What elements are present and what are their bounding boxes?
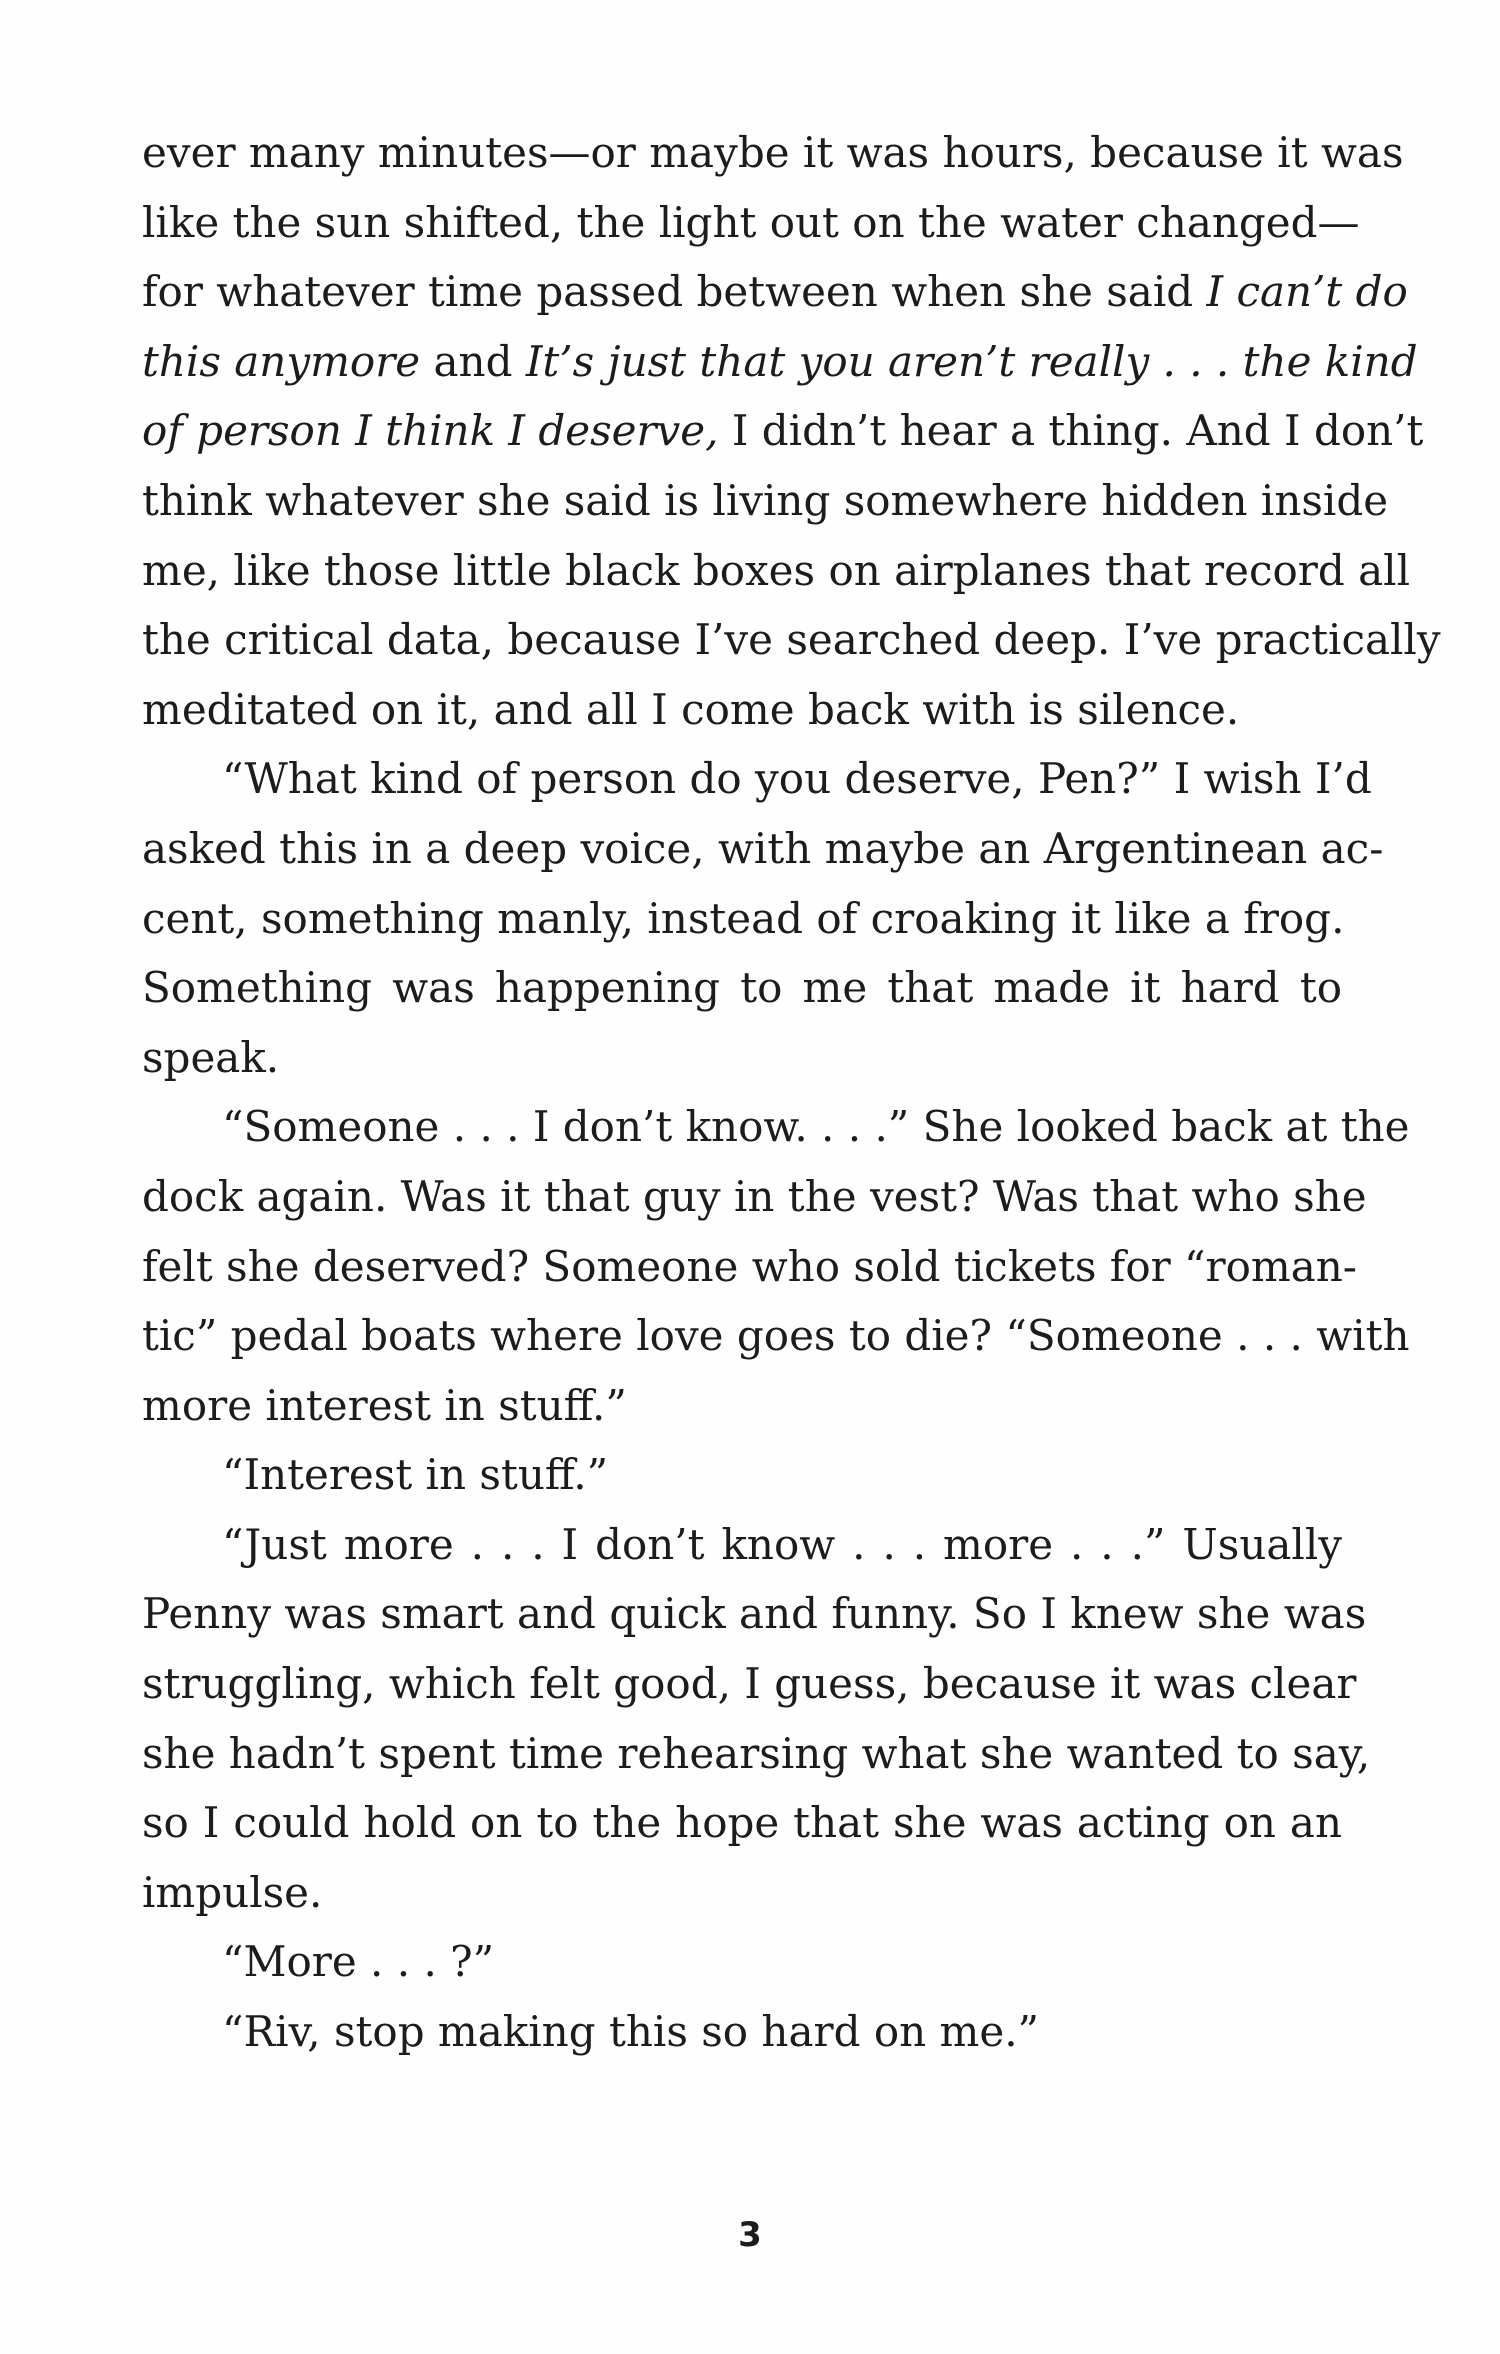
italic-text: of person I think I deserve, bbox=[142, 406, 719, 456]
text-segment: impulse. bbox=[142, 1867, 323, 1917]
text-segment: Something was happening to me that made it hard to bbox=[142, 963, 1342, 1013]
text-line bbox=[142, 1927, 1342, 1997]
text-line bbox=[142, 1371, 1342, 1441]
text-segment: and bbox=[420, 336, 526, 386]
text-line bbox=[142, 1162, 1367, 1232]
text-line bbox=[142, 675, 1342, 745]
text-line bbox=[142, 466, 1389, 536]
text-line bbox=[142, 1858, 1342, 1928]
text-segment: “More . . . ?” bbox=[222, 1937, 495, 1987]
text-segment: dock again. Was it that guy in the vest? Was that who she bbox=[142, 1171, 1367, 1221]
text-segment: “What kind of person do you deserve, Pen?” I wish I’d bbox=[222, 754, 1372, 804]
text-line bbox=[142, 118, 1404, 188]
text-segment: I didn’t hear a thing. And I don’t bbox=[718, 406, 1424, 456]
text-line bbox=[142, 188, 1360, 258]
text-line bbox=[142, 257, 1408, 327]
italic-text: this anymore bbox=[142, 336, 421, 386]
text-line bbox=[142, 1440, 1342, 1510]
text-line bbox=[142, 605, 1441, 675]
body-text bbox=[142, 118, 1441, 2067]
page-number: 3 bbox=[738, 2215, 762, 2255]
text-segment: like the sun shifted, the light out on the water changed— bbox=[142, 197, 1360, 247]
text-segment: cent, something manly, instead of croaking it like a frog. bbox=[142, 893, 1345, 943]
text-segment: “Interest in stuff.” bbox=[222, 1450, 609, 1500]
text-segment: so I could hold on to the hope that she was acting on an bbox=[142, 1798, 1342, 1848]
text-line bbox=[142, 1719, 1371, 1789]
italic-text: I can’t do bbox=[1206, 267, 1408, 317]
text-segment: for whatever time passed between when she said bbox=[142, 267, 1207, 317]
text-line bbox=[142, 744, 1372, 814]
text-line bbox=[142, 1649, 1357, 1719]
text-line bbox=[142, 884, 1345, 954]
text-segment: Penny was smart and quick and funny. So I knew she was bbox=[142, 1589, 1367, 1639]
text-segment: “Just more . . . I don’t know . . . more . . .” Usually bbox=[222, 1519, 1342, 1569]
text-line bbox=[142, 1092, 1410, 1162]
text-line bbox=[142, 1997, 1342, 2067]
text-line bbox=[142, 814, 1384, 884]
text-segment: struggling, which felt good, I guess, because it was clear bbox=[142, 1659, 1357, 1709]
text-segment: tic” pedal boats where love goes to die? “Someone . . . with bbox=[142, 1311, 1410, 1361]
text-line bbox=[142, 396, 1424, 466]
text-segment: “Riv, stop making this so hard on me.” bbox=[222, 2007, 1040, 2057]
text-segment: me, like those little black boxes on airplanes that record all bbox=[142, 545, 1410, 595]
text-segment: she hadn’t spent time rehearsing what she wanted to say, bbox=[142, 1728, 1371, 1778]
text-line bbox=[142, 1301, 1410, 1371]
text-segment: “Someone . . . I don’t know. . . .” She looked back at the bbox=[222, 1102, 1410, 1152]
text-segment: speak. bbox=[142, 1032, 280, 1082]
text-line bbox=[142, 1023, 1342, 1093]
text-segment: more interest in stuff.” bbox=[142, 1380, 627, 1430]
text-line bbox=[142, 1232, 1357, 1302]
text-segment: ever many minutes—or maybe it was hours, because it was bbox=[142, 128, 1404, 177]
italic-text: It’s just that you aren’t really . . . the kind bbox=[525, 336, 1418, 386]
text-line bbox=[142, 953, 1342, 1023]
text-line bbox=[142, 327, 1418, 397]
text-line bbox=[142, 536, 1410, 606]
text-segment: meditated on it, and all I come back with is silence. bbox=[142, 684, 1240, 734]
text-line bbox=[142, 1788, 1342, 1858]
text-segment: the critical data, because I’ve searched deep. I’ve practically bbox=[142, 615, 1441, 665]
text-segment: asked this in a deep voice, with maybe an Argentinean ac- bbox=[142, 823, 1384, 873]
text-line bbox=[142, 1579, 1367, 1649]
text-segment: felt she deserved? Someone who sold tickets for “roman- bbox=[142, 1241, 1357, 1291]
text-segment: think whatever she said is living somewhere hidden inside bbox=[142, 475, 1389, 525]
text-line bbox=[142, 1510, 1342, 1580]
